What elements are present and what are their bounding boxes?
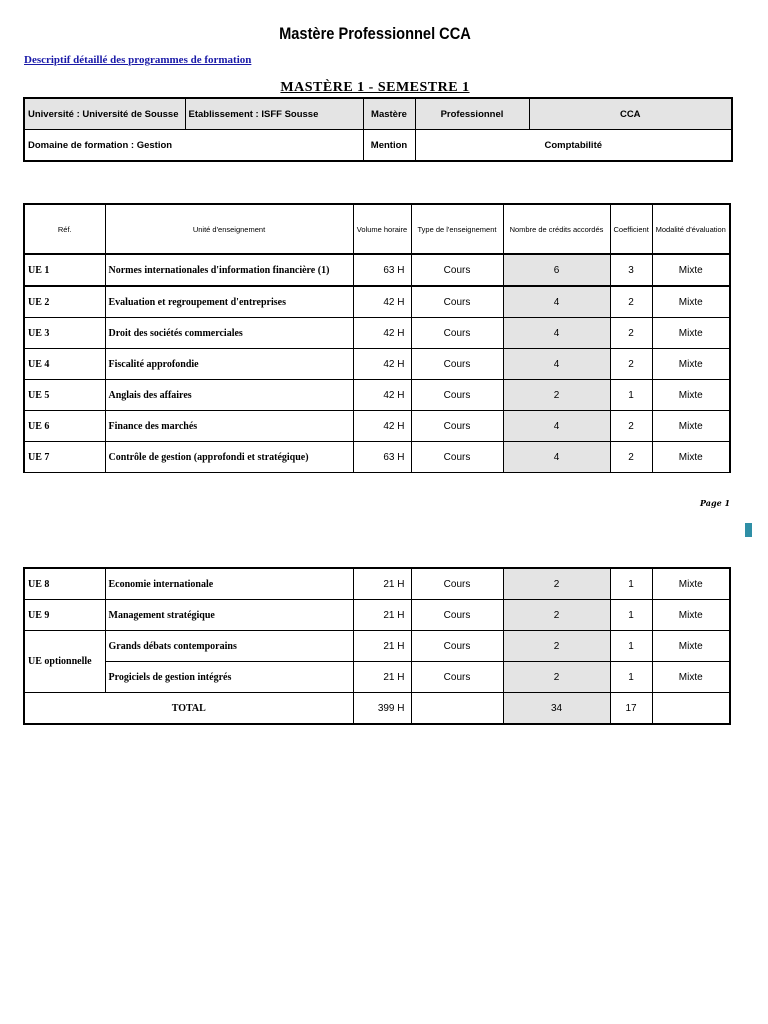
table-row	[24, 411, 730, 442]
cell-volume: 42 H	[353, 411, 411, 442]
cell-modalite: Mixte	[652, 318, 730, 349]
cell-coef: 1	[610, 380, 652, 411]
cell-coef: 1	[610, 631, 652, 662]
cell-unite: Evaluation et regroupement d'entreprises	[105, 286, 353, 318]
cell-coef: 2	[610, 442, 652, 473]
cell-modalite: Mixte	[652, 442, 730, 473]
cell-credits: 4	[503, 442, 610, 473]
cell-type: Cours	[411, 380, 503, 411]
cell-modalite: Mixte	[652, 411, 730, 442]
cell-modalite: Mixte	[652, 380, 730, 411]
cell-volume: 42 H	[353, 380, 411, 411]
cell-coef: 3	[610, 254, 652, 286]
cell-type: Cours	[411, 568, 503, 600]
cell-unite: Contrôle de gestion (approfondi et stratégique)	[105, 442, 353, 473]
cell-modalite: Mixte	[652, 349, 730, 380]
cell-ref: UE 4	[24, 349, 105, 380]
total-credits: 34	[503, 693, 610, 725]
total-type-empty	[411, 693, 503, 725]
page-break-marker	[745, 523, 752, 537]
cell-type: Cours	[411, 631, 503, 662]
cell-unite: Economie internationale	[105, 568, 353, 600]
cell-credits: 6	[503, 254, 610, 286]
cell-coef: 2	[610, 349, 652, 380]
courses-table-continued	[23, 567, 731, 725]
table-row	[24, 662, 730, 693]
mastere-value: Professionnel	[415, 98, 529, 130]
cell-ref: UE 9	[24, 600, 105, 631]
cell-volume: 42 H	[353, 349, 411, 380]
cell-unite: Droit des sociétés commerciales	[105, 318, 353, 349]
cell-type: Cours	[411, 318, 503, 349]
cell-type: Cours	[411, 600, 503, 631]
table-row	[24, 254, 730, 286]
cell-volume: 63 H	[353, 254, 411, 286]
cell-ref: UE 1	[24, 254, 105, 286]
table-row	[24, 380, 730, 411]
courses-table	[23, 203, 731, 473]
cell-ref-optional: UE optionnelle	[24, 631, 105, 693]
cell-coef: 1	[610, 662, 652, 693]
cell-unite: Fiscalité approfondie	[105, 349, 353, 380]
cell-credits: 2	[503, 631, 610, 662]
table-row	[24, 631, 730, 662]
semester-heading: MASTÈRE 1 - SEMESTRE 1	[280, 80, 470, 95]
cell-credits: 4	[503, 411, 610, 442]
cell-coef: 2	[610, 286, 652, 318]
cell-ref: UE 6	[24, 411, 105, 442]
mention-label: Mention	[363, 130, 415, 162]
info-table	[23, 97, 733, 162]
cell-unite: Normes internationales d'information financière (1)	[105, 254, 353, 286]
cell-credits: 2	[503, 662, 610, 693]
cell-ref: UE 7	[24, 442, 105, 473]
cell-volume: 42 H	[353, 286, 411, 318]
cell-ref: UE 3	[24, 318, 105, 349]
header-coef: Coefficient	[610, 204, 652, 254]
cell-type: Cours	[411, 442, 503, 473]
cell-ref: UE 2	[24, 286, 105, 318]
programme-description-link[interactable]: Descriptif détaillé des programmes de formation	[24, 54, 252, 66]
total-row	[24, 693, 730, 725]
cell-credits: 2	[503, 568, 610, 600]
total-label: TOTAL	[24, 693, 353, 725]
cell-volume: 21 H	[353, 662, 411, 693]
table-header-row	[24, 204, 730, 254]
total-coef: 17	[610, 693, 652, 725]
cell-unite: Management stratégique	[105, 600, 353, 631]
header-type: Type de l'enseignement	[411, 204, 503, 254]
cell-credits: 2	[503, 600, 610, 631]
page-number: Page 1	[700, 498, 731, 508]
cell-credits: 2	[503, 380, 610, 411]
mastere-label: Mastère	[363, 98, 415, 130]
cell-credits: 4	[503, 318, 610, 349]
cell-coef: 1	[610, 600, 652, 631]
table-row	[24, 349, 730, 380]
cell-modalite: Mixte	[652, 631, 730, 662]
header-volume: Volume horaire	[353, 204, 411, 254]
cell-credits: 4	[503, 349, 610, 380]
cell-credits: 4	[503, 286, 610, 318]
cell-unite: Grands débats contemporains	[105, 631, 353, 662]
etablissement-cell: Etablissement : ISFF Sousse	[185, 98, 363, 130]
cell-volume: 21 H	[353, 568, 411, 600]
cell-modalite: Mixte	[652, 254, 730, 286]
specialite-cell: CCA	[529, 98, 732, 130]
page-title: Mastère Professionnel CCA	[279, 24, 471, 43]
cell-type: Cours	[411, 349, 503, 380]
cell-type: Cours	[411, 411, 503, 442]
table-row	[24, 568, 730, 600]
cell-volume: 21 H	[353, 631, 411, 662]
domaine-cell: Domaine de formation : Gestion	[24, 130, 363, 162]
mention-value: Comptabilité	[415, 130, 732, 162]
cell-unite: Finance des marchés	[105, 411, 353, 442]
cell-ref: UE 8	[24, 568, 105, 600]
table-row	[24, 442, 730, 473]
cell-unite: Progiciels de gestion intégrés	[105, 662, 353, 693]
cell-volume: 63 H	[353, 442, 411, 473]
cell-unite: Anglais des affaires	[105, 380, 353, 411]
cell-type: Cours	[411, 662, 503, 693]
cell-modalite: Mixte	[652, 600, 730, 631]
cell-type: Cours	[411, 254, 503, 286]
total-modalite-empty	[652, 693, 730, 725]
cell-type: Cours	[411, 286, 503, 318]
table-row	[24, 286, 730, 318]
header-ref: Réf.	[24, 204, 105, 254]
cell-volume: 42 H	[353, 318, 411, 349]
cell-coef: 2	[610, 318, 652, 349]
total-volume: 399 H	[353, 693, 411, 725]
cell-coef: 2	[610, 411, 652, 442]
table-row	[24, 318, 730, 349]
universite-cell: Université : Université de Sousse	[24, 98, 185, 130]
header-unite: Unité d'enseignement	[105, 204, 353, 254]
cell-ref: UE 5	[24, 380, 105, 411]
cell-modalite: Mixte	[652, 286, 730, 318]
cell-modalite: Mixte	[652, 568, 730, 600]
cell-modalite: Mixte	[652, 662, 730, 693]
cell-coef: 1	[610, 568, 652, 600]
header-modalite: Modalité d'évaluation	[652, 204, 730, 254]
header-credits: Nombre de crédits accordés	[503, 204, 610, 254]
cell-volume: 21 H	[353, 600, 411, 631]
table-row	[24, 600, 730, 631]
